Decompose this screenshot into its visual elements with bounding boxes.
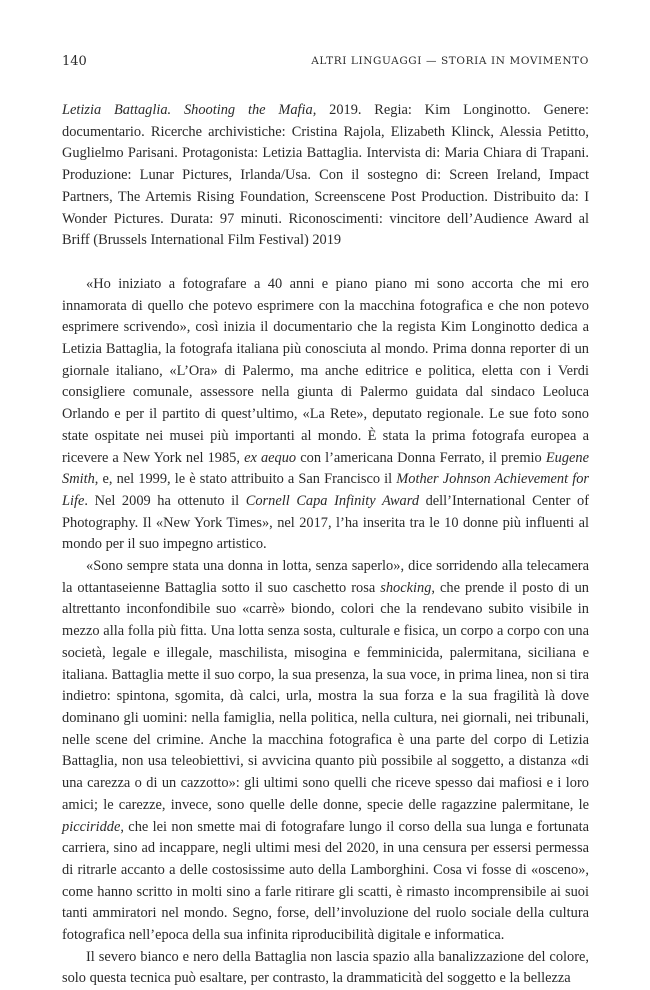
paragraph-1-italic-mother-johnson: Mother Johnson Achievement for Life bbox=[62, 471, 589, 509]
paragraph-1-text-d: . Nel 2009 ha ottenuto il bbox=[84, 492, 246, 509]
paragraph-1-text-b: con l’americana Donna Ferrato, il premio bbox=[296, 449, 546, 466]
paragraph-2-text-a: «Sono sempre stata una donna in lotta, senza saperlo», dice sorridendo alla telecamera la ottantaseienne Battaglia sotto il suo caschetto rosa bbox=[62, 558, 589, 596]
page-body bbox=[62, 100, 589, 990]
film-title: Letizia Battaglia. Shooting the Mafia, bbox=[62, 102, 317, 118]
paragraph-1-italic-eugene-smith: Eugene Smith bbox=[62, 449, 589, 488]
paragraph-1-italic-ex-aequo: ex aequo bbox=[244, 449, 297, 466]
film-credits bbox=[62, 100, 589, 252]
paragraph-1-text-e: dell’International Center of Photography. Il «New York Times», nel 2017, l’ha inserita tra le 10 donne più influenti al mondo per il suo impegno artistico. bbox=[62, 492, 589, 553]
paragraph-1-text-a: «Ho iniziato a fotografare a 40 anni e piano piano mi sono accorta che mi ero innamorata di quello che potevo esprimere con la macchina fotografica e che non potevo esprimere scrivendo», così inizia il documentario che la regista Kim Longinotto dedica a Letizia Battaglia, la fotografa italiana più conosciuta al mondo. Prima donna reporter di un giornale italiano, «L’Ora» di Palermo, ma anche editrice e politica, eletta con i Verdi consigliere comunale, assessore nella giunta di Palermo guidata dal sindaco Leoluca Orlando e per il partito di quest’ultimo, «La Rete», deputato regionale. Le sue foto sono state ospitate nei musei più importanti al mondo. È stata la prima fotografa europea a ricevere a New York nel 1985, bbox=[62, 275, 589, 466]
credits-text: 2019. Regia: Kim Longinotto. Genere: documentario. Ricerche archivistiche: Cristina Rajola, Elizabeth Klinck, Alessia Petitto, Guglielmo Parisani. Protagonista: Letizia Battaglia. Intervista di: Maria Chiara di Trapani. Produzione: Lunar Pictures, Irlanda/Usa. Con il sostegno di: Screen Ireland, Impact Partners, The Artemis Rising Foundation, Screenscene Post Production. Distribuito da: I Wonder Pictures. Durata: 97 minuti. Riconoscimenti: vincitore dell’Audience Award al Briff (Brussels International Film Festival) 2019 bbox=[62, 102, 589, 249]
paragraph-3 bbox=[62, 947, 589, 990]
paragraph-1 bbox=[62, 274, 589, 556]
paragraph-2-text-c: , che lei non smette mai di fotografare lungo il corso della sua lunga e fortunata carriera, sino ad incappare, negli ultimi mesi del 2020, in una censura per essersi permessa di ritrarle accanto a delle costosissime auto della Lamborghini. Cosa vi fosse di «osceno», come hanno scritto in molti sino a farle ritirare gli scatti, è rimasto incomprensibile ai suoi tanti ammiratori nel mondo. Segno, forse, dell’involuzione del ruolo sociale della cultura fotografica nell’epoca della sua infinita riproducibilità digitale e informatica. bbox=[62, 818, 589, 944]
running-head: ALTRI LINGUAGGI — STORIA IN MOVIMENTO bbox=[311, 55, 589, 67]
paragraph-2-italic-picciridde: picciridde bbox=[62, 818, 121, 835]
paragraph-1-italic-cornell-capa: Cornell Capa Infinity Award bbox=[245, 492, 420, 509]
paragraph-2 bbox=[62, 556, 589, 947]
paragraph-3-text-a: Il severo bianco e nero della Battaglia non lascia spazio alla banalizzazione del colore, solo questa tecnica può esaltare, per contrasto, la drammaticità del soggetto e la bellezza bbox=[62, 948, 589, 987]
page-number: 140 bbox=[62, 54, 87, 69]
paragraph-2-text-b: , che prende il posto di un altrettanto inconfondibile suo «carrè» biondo, colori che la rendevano subito visibile in mezzo alla folla più fitta. Una lotta senza sosta, culturale e fisica, un corpo a corpo con una società, legale e illegale, maschilista, misogina e femminicida, palermitana, siciliana e italiana. Battaglia mette il suo corpo, la sua presenza, la sua voce, in prima linea, non si tira indietro: spintona, sgomita, dà calci, urla, mostra la sua forza e la sua fragilità là dove dominano gli uomini: nella famiglia, nella politica, nella cultura, nei giornali, nei tribunali, nelle scene del crimine. Anche la macchina fotografica è una parte del corpo di Letizia Battaglia, non usa teleobiettivi, si avvicina quanto più possibile al soggetto, a distanza «di una carezza o di un cazzotto»: gli ultimi sono quelli che riceve spesso dai mafiosi e i loro amici; le carezze, invece, sono quelle delle donne, specie delle ragazzine palermitane, le bbox=[62, 579, 589, 813]
paragraph-2-italic-shocking: shocking bbox=[380, 579, 432, 596]
paragraph-1-text-c: , e, nel 1999, le è stato attribuito a San Francisco il bbox=[94, 471, 397, 488]
page-header bbox=[62, 54, 589, 74]
